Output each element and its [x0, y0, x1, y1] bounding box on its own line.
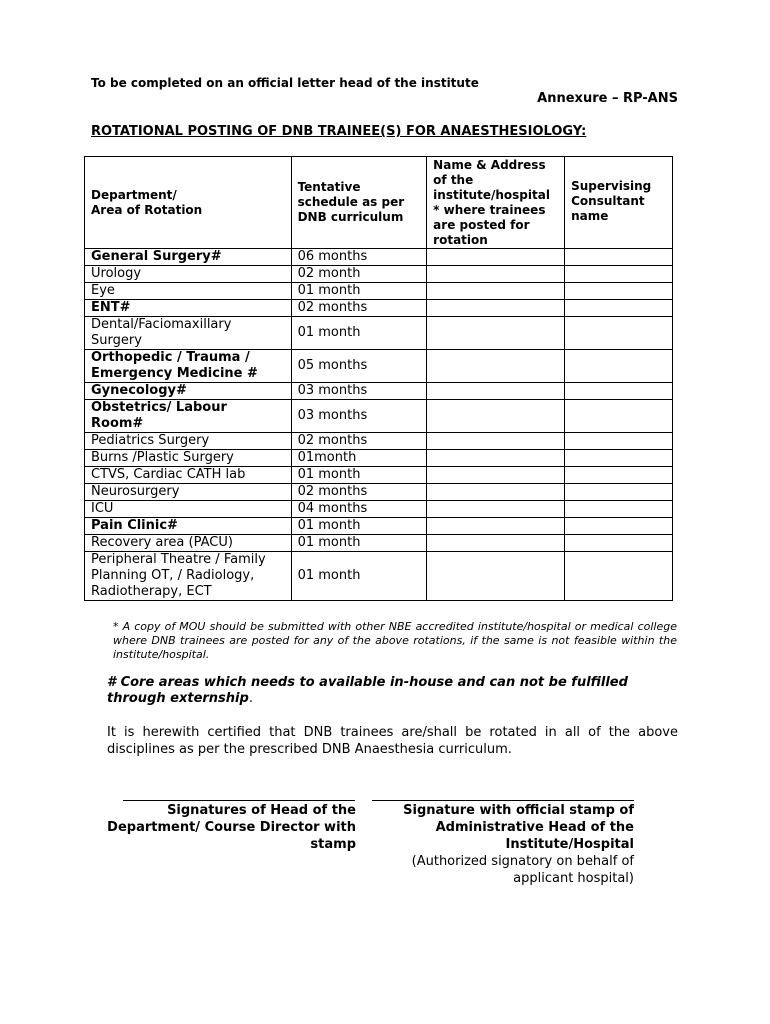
table-row [85, 350, 673, 383]
department-cell: Gynecology# [85, 383, 292, 400]
consultant-cell[interactable] [565, 450, 673, 467]
letterhead-instruction: To be completed on an official letter head of the institute [91, 76, 479, 90]
consultant-cell[interactable] [565, 300, 673, 317]
institute-cell[interactable] [427, 433, 565, 450]
institute-cell[interactable] [427, 400, 565, 433]
consultant-cell[interactable] [565, 535, 673, 552]
duration-cell: 06 months [291, 249, 427, 266]
table-row [85, 317, 673, 350]
consultant-cell[interactable] [565, 552, 673, 601]
table-row [85, 467, 673, 484]
institute-cell[interactable] [427, 552, 565, 601]
department-cell: Orthopedic / Trauma / Emergency Medicine # [85, 350, 292, 383]
duration-cell: 02 months [291, 300, 427, 317]
department-cell: Pediatrics Surgery [85, 433, 292, 450]
table-row [85, 300, 673, 317]
consultant-cell[interactable] [565, 283, 673, 300]
institute-cell[interactable] [427, 535, 565, 552]
consultant-cell[interactable] [565, 467, 673, 484]
signature-line-right [372, 800, 634, 801]
duration-cell: 02 months [291, 484, 427, 501]
department-cell: Pain Clinic# [85, 518, 292, 535]
consultant-cell[interactable] [565, 350, 673, 383]
table-row [85, 283, 673, 300]
header-schedule: Tentative schedule as per DNB curriculum [291, 157, 427, 249]
department-cell: Burns /Plastic Surgery [85, 450, 292, 467]
page-title: ROTATIONAL POSTING OF DNB TRAINEE(S) FOR ANAESTHESIOLOGY: [91, 124, 587, 139]
signature-line-left [123, 800, 355, 801]
department-cell: Urology [85, 266, 292, 283]
table-row [85, 552, 673, 601]
consultant-cell[interactable] [565, 266, 673, 283]
department-cell: CTVS, Cardiac CATH lab [85, 467, 292, 484]
core-areas-text: # Core areas which needs to available in-house and can not be fulfilled through externship [107, 675, 628, 706]
institute-cell[interactable] [427, 317, 565, 350]
duration-cell: 01 month [291, 283, 427, 300]
department-cell: Peripheral Theatre / Family Planning OT, / Radiology, Radiotherapy, ECT [85, 552, 292, 601]
duration-cell: 02 months [291, 433, 427, 450]
institute-cell[interactable] [427, 383, 565, 400]
consultant-cell[interactable] [565, 518, 673, 535]
department-cell: Recovery area (PACU) [85, 535, 292, 552]
duration-cell: 01 month [291, 518, 427, 535]
institute-cell[interactable] [427, 350, 565, 383]
consultant-cell[interactable] [565, 249, 673, 266]
consultant-cell[interactable] [565, 317, 673, 350]
institute-cell[interactable] [427, 518, 565, 535]
duration-cell: 05 months [291, 350, 427, 383]
institute-cell[interactable] [427, 467, 565, 484]
department-cell: ICU [85, 501, 292, 518]
consultant-cell[interactable] [565, 501, 673, 518]
table-row [85, 433, 673, 450]
core-areas-note [107, 675, 677, 707]
duration-cell: 01 month [291, 317, 427, 350]
table-row [85, 383, 673, 400]
duration-cell: 04 months [291, 501, 427, 518]
department-cell: Obstetrics/ Labour Room# [85, 400, 292, 433]
core-areas-period: . [248, 691, 253, 706]
consultant-cell[interactable] [565, 383, 673, 400]
consultant-cell[interactable] [565, 433, 673, 450]
institute-cell[interactable] [427, 484, 565, 501]
signature-head-department: Signatures of Head of the Department/ Course Director with stamp [107, 803, 356, 852]
duration-cell: 02 month [291, 266, 427, 283]
signature-admin-note: (Authorized signatory on behalf of applicant hospital) [411, 854, 634, 886]
table-header-row [85, 157, 673, 249]
department-cell: General Surgery# [85, 249, 292, 266]
institute-cell[interactable] [427, 266, 565, 283]
table-row [85, 249, 673, 266]
duration-cell: 01 month [291, 552, 427, 601]
duration-cell: 03 months [291, 400, 427, 433]
table-row [85, 450, 673, 467]
header-department: Department/ Area of Rotation [85, 157, 292, 249]
certification-text: It is herewith certified that DNB trainees are/shall be rotated in all of the above disciplines as per the prescribed DNB Anaesthesia curriculum. [107, 725, 678, 757]
header-institute: Name & Address of the institute/hospital * where trainees are posted for rotation [427, 157, 565, 249]
table-row [85, 400, 673, 433]
mou-footnote: * A copy of MOU should be submitted with other NBE accredited institute/hospital or medical college where DNB trainees are posted for any of the above rotations, if the same is not feasible within the institute/hospital. [113, 620, 677, 661]
table-row [85, 518, 673, 535]
institute-cell[interactable] [427, 501, 565, 518]
signature-admin-title: Signature with official stamp of Administrative Head of the Institute/Hospital [403, 803, 634, 852]
department-cell: Neurosurgery [85, 484, 292, 501]
rotation-table [84, 156, 673, 601]
consultant-cell[interactable] [565, 400, 673, 433]
signature-administrative-head [370, 802, 634, 887]
table-row [85, 484, 673, 501]
table-body [85, 249, 673, 601]
duration-cell: 01 month [291, 467, 427, 484]
institute-cell[interactable] [427, 300, 565, 317]
department-cell: ENT# [85, 300, 292, 317]
department-cell: Dental/Faciomaxillary Surgery [85, 317, 292, 350]
institute-cell[interactable] [427, 249, 565, 266]
table-row [85, 535, 673, 552]
institute-cell[interactable] [427, 283, 565, 300]
duration-cell: 01month [291, 450, 427, 467]
header-consultant: Supervising Consultant name [565, 157, 673, 249]
institute-cell[interactable] [427, 450, 565, 467]
consultant-cell[interactable] [565, 484, 673, 501]
annexure-label: Annexure – RP-ANS [537, 91, 678, 106]
duration-cell: 01 month [291, 535, 427, 552]
table-row [85, 501, 673, 518]
department-cell: Eye [85, 283, 292, 300]
duration-cell: 03 months [291, 383, 427, 400]
table-row [85, 266, 673, 283]
